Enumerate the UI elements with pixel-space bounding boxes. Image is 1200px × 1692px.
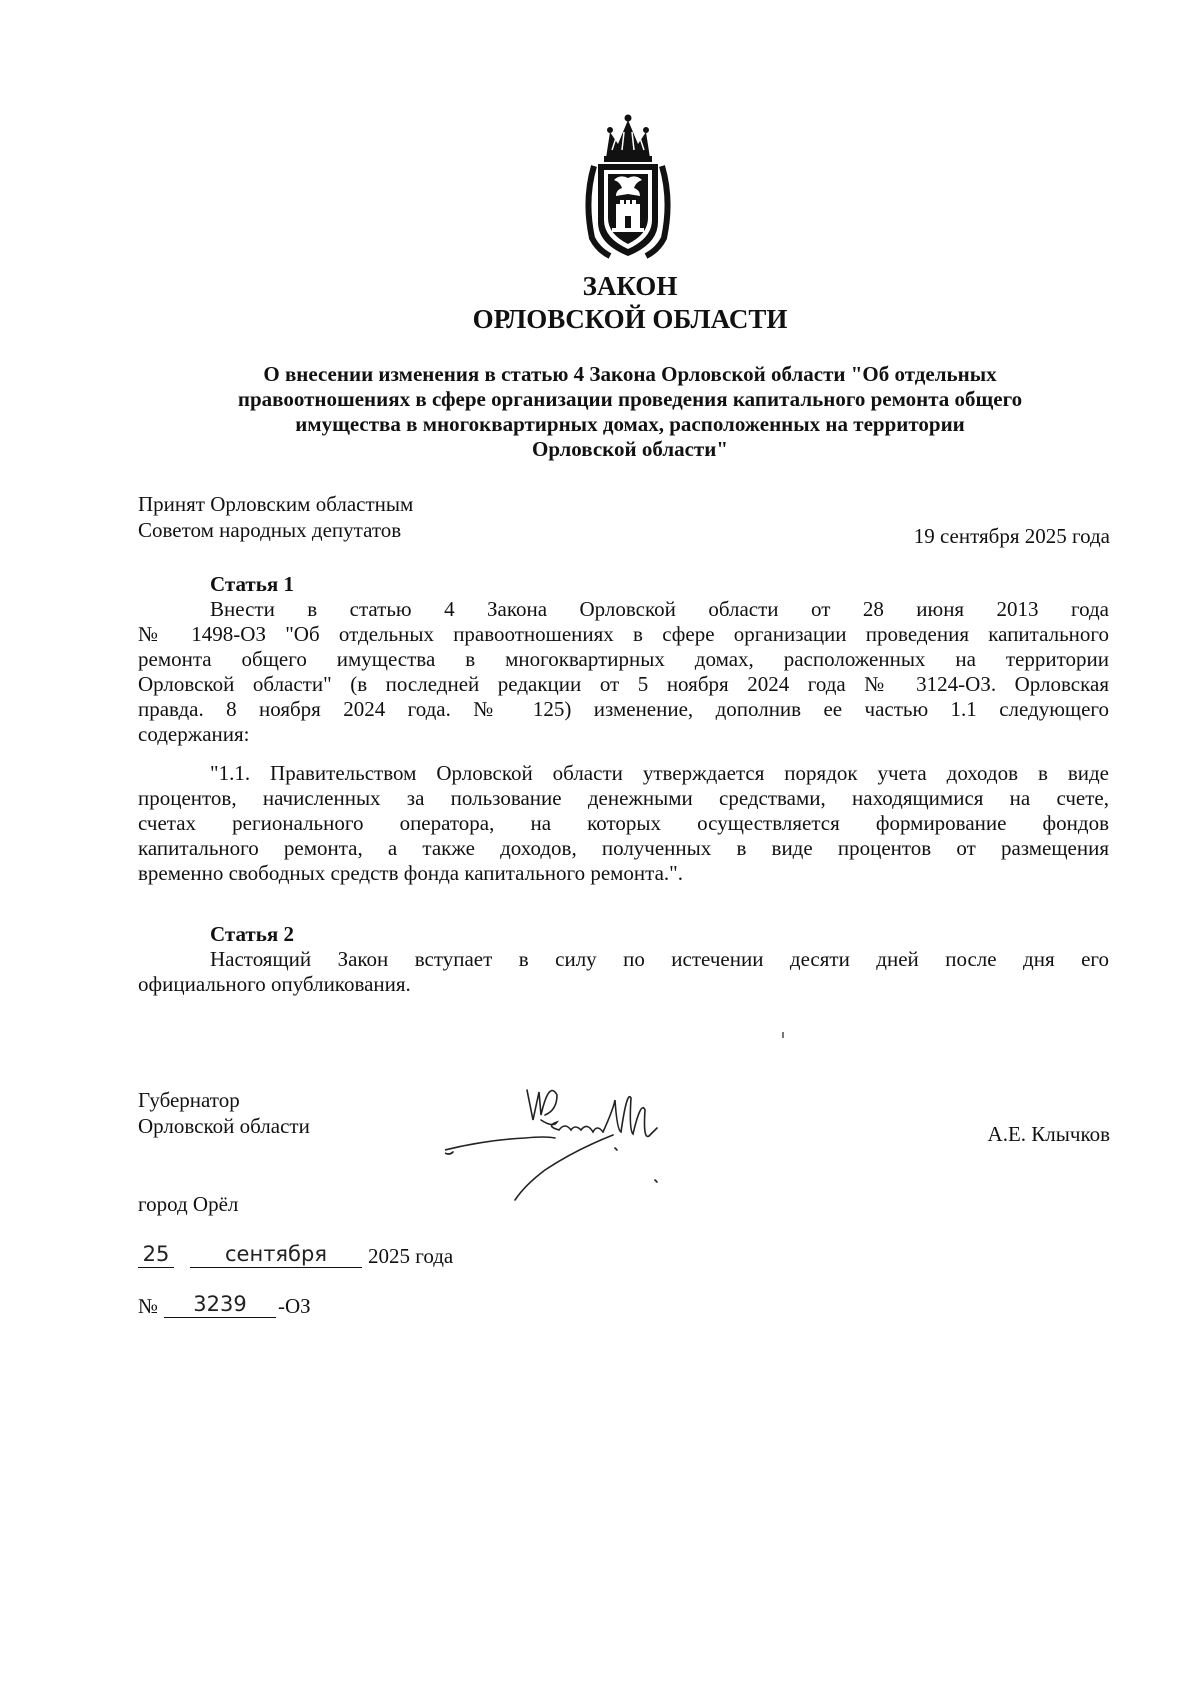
article-1-quote-line: процентов, начисленных за пользование денежными средствами, находящимися на счете, xyxy=(138,786,1109,810)
law-number: 3239 xyxy=(164,1292,276,1318)
law-subject-title xyxy=(160,362,1100,462)
document-type-title: ЗАКОН xyxy=(582,271,678,301)
handwritten-signature xyxy=(445,1070,695,1205)
article-2-text-line: официального опубликования. xyxy=(138,972,411,996)
article-1-heading: Статья 1 xyxy=(210,572,294,596)
article-1-quote-line: "1.1. Правительством Орловской области утверждается порядок учета доходов в виде xyxy=(210,761,1109,785)
article-2-heading: Статья 2 xyxy=(210,922,294,946)
article-1-quote-line: временно свободных средств фонда капитального ремонта.". xyxy=(138,861,683,885)
signed-day: 25 xyxy=(138,1242,174,1268)
adopted-by-line-1: Принят Орловским областным xyxy=(138,492,414,516)
article-1-text-line: ремонта общего имущества в многоквартирных домах, расположенных на территории xyxy=(138,647,1109,671)
signed-year: 2025 года xyxy=(368,1244,454,1268)
coat-of-arms-emblem xyxy=(576,110,680,260)
law-subject-line: О внесении изменения в статью 4 Закона Орловской области "Об отдельных xyxy=(263,362,997,386)
article-2-text-line: Настоящий Закон вступает в силу по истечении десяти дней после дня его xyxy=(210,947,1109,971)
law-subject-line: имущества в многоквартирных домах, расположенных на территории xyxy=(295,412,965,436)
law-number-suffix: -ОЗ xyxy=(278,1294,311,1318)
article-1-text-line: Орловской области" (в последней редакции от 5 ноября 2024 года № 3124-ОЗ. Орловская xyxy=(138,672,1109,696)
article-1-quote-line: счетах регионального оператора, на которых осуществляется формирование фондов xyxy=(138,811,1109,835)
signatory-name: А.Е. Клычков xyxy=(987,1122,1110,1146)
law-subject-line: Орловской области" xyxy=(532,437,728,461)
signatory-position-line-1: Губернатор xyxy=(138,1088,240,1112)
article-1-text-line: № 1498-ОЗ "Об отдельных правоотношениях в сфере организации проведения капитального xyxy=(138,622,1109,646)
article-1-text-line: правда. 8 ноября 2024 года. № 125) изменение, дополнив ее частью 1.1 следующего xyxy=(138,697,1109,721)
scan-mark xyxy=(782,1032,784,1038)
signed-month: сентября xyxy=(190,1242,362,1268)
region-title: ОРЛОВСКОЙ ОБЛАСТИ xyxy=(472,304,788,334)
law-number-prefix: № xyxy=(138,1294,159,1318)
signatory-position-line-2: Орловской области xyxy=(138,1114,310,1138)
law-subject-line: правоотношениях в сфере организации проведения капитального ремонта общего xyxy=(237,387,1023,411)
adoption-date: 19 сентября 2025 года xyxy=(913,524,1110,548)
adopted-by-line-2: Советом народных депутатов xyxy=(138,518,402,542)
article-1-text-line: содержания: xyxy=(138,722,250,746)
place-of-signing: город Орёл xyxy=(138,1192,239,1216)
article-1-text-line: Внести в статью 4 Закона Орловской области от 28 июня 2013 года xyxy=(210,597,1109,621)
article-1-quote-line: капитального ремонта, а также доходов, полученных в виде процентов от размещения xyxy=(138,836,1109,860)
